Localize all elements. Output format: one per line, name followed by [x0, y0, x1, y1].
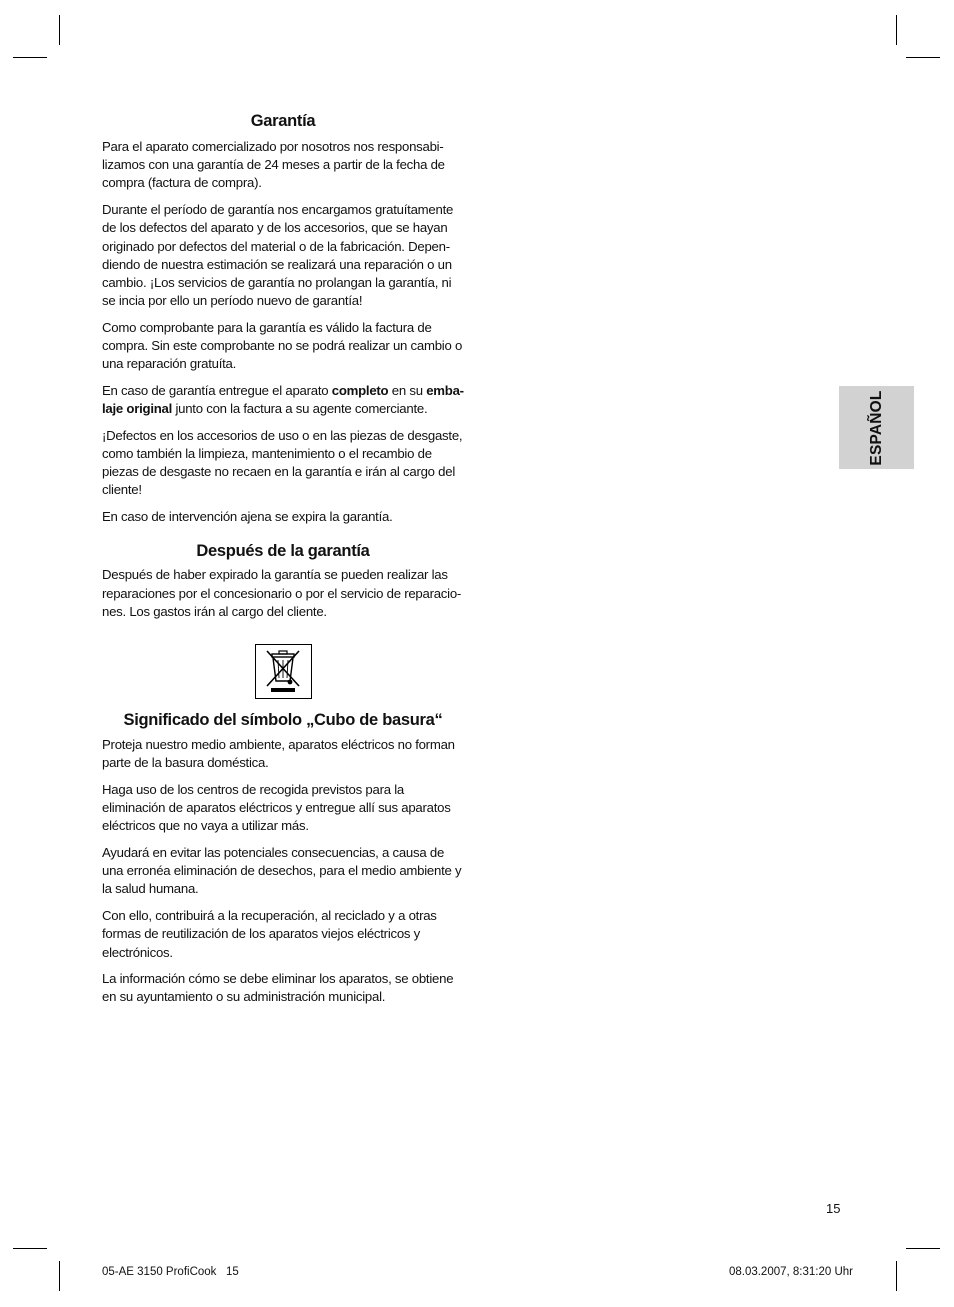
bold-text-run: emba-laje original	[102, 382, 464, 417]
paragraph: Ayudará en evitar las potenciales consecuencias, a causa de una erronéa eliminación de desechos, para el medio ambiente y la salud humana.	[102, 844, 462, 897]
main-text-column	[102, 110, 464, 1015]
paragraph: Proteja nuestro medio ambiente, aparatos eléctricos no forman parte de la basura doméstica.	[102, 736, 455, 771]
bold-text-run: completo	[331, 382, 389, 398]
crop-mark-top-right-vertical	[896, 15, 897, 45]
text-run: En caso de garantía entregue el aparato	[102, 382, 332, 398]
heading-despues-de-la-garantia: Después de la garantía	[196, 542, 370, 561]
crossed-out-wheelie-bin-icon	[261, 648, 305, 694]
footer-timestamp: 08.03.2007, 8:31:20 Uhr	[728, 1266, 853, 1278]
language-tab-label: ESPAÑOL	[867, 389, 885, 466]
paragraph: Durante el período de garantía nos encargamos gratuítamente de los defectos del aparato y de los accesorios, que se hayan originado por defectos del material o de la fabricación. Depen-diendo de nuestra estimación se realizará una reparación o un cambio. ¡Los servicios de garantía no prolangan la garantía, ni se incia por ello un período nuevo de garantía!	[102, 202, 454, 309]
crop-mark-top-right-horizontal	[906, 57, 940, 58]
heading-garantia: Garantía	[250, 112, 316, 130]
paragraph: En caso de intervención ajena se expira la garantía.	[102, 509, 393, 525]
waste-symbol-frame	[255, 644, 312, 699]
text-run: junto con la factura a su agente comerciante.	[172, 401, 428, 417]
heading-significado-del-simbolo: Significado del símbolo „Cubo de basura“	[123, 710, 443, 729]
paragraph-warranty-delivery	[102, 382, 464, 418]
text-run: en su	[388, 382, 427, 398]
crop-mark-bottom-right-horizontal	[906, 1248, 940, 1249]
page-number: 15	[826, 1201, 841, 1216]
crop-mark-bottom-left-horizontal	[13, 1248, 47, 1249]
paragraph: ¡Defectos en los accesorios de uso o en las piezas de desgaste, como también la limpieza, mantenimiento o el recambio de piezas de desgaste no recaen en la garantía e irán al cargo del cliente!	[102, 427, 463, 498]
crop-mark-top-left-horizontal	[13, 57, 47, 58]
paragraph: Como comprobante para la garantía es válido la factura de compra. Sin este comprobante no se podrá realizar un cambio o una reparación gratuíta.	[102, 319, 463, 372]
paragraph: Con ello, contribuirá a la recuperación, al reciclado y a otras formas de reutilización de los aparatos viejos eléctricos y electrónicos.	[102, 908, 437, 960]
crop-mark-bottom-left-vertical	[59, 1261, 60, 1291]
crop-mark-bottom-right-vertical	[896, 1261, 897, 1291]
footer-file-info: 05-AE 3150 ProfiCook 15	[102, 1266, 239, 1278]
paragraph: La información cómo se debe eliminar los aparatos, se obtiene en su ayuntamiento o su administración municipal.	[102, 971, 454, 1005]
paragraph: Haga uso de los centros de recogida previstos para la eliminación de aparatos eléctricos y entregue allí sus aparatos eléctricos que no vaya a utilizar más.	[102, 781, 451, 834]
crop-mark-top-left-vertical	[59, 15, 60, 45]
paragraph: Para el aparato comercializado por nosotros nos responsabi-lizamos con una garantía de 24 meses a partir de la fecha de compra (factura de compra).	[102, 139, 445, 191]
language-tab	[839, 386, 914, 469]
paragraph: Después de haber expirado la garantía se pueden realizar las reparaciones por el concesionario o por el servicio de reparacio-nes. Los gastos irán al cargo del cliente.	[102, 567, 462, 619]
